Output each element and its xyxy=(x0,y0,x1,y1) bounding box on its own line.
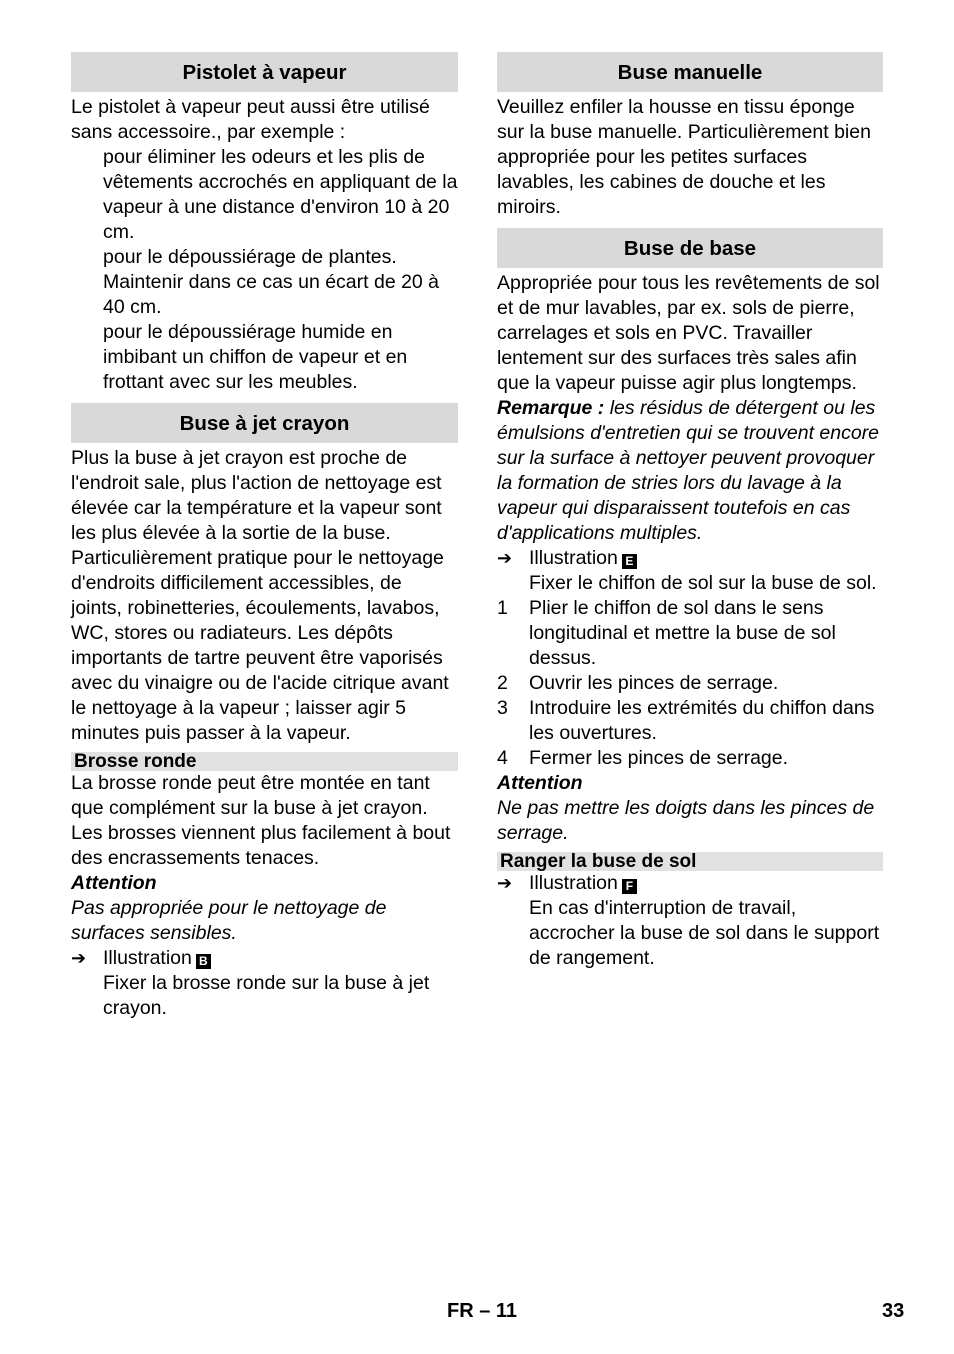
illustration-label: Illustration xyxy=(529,547,618,569)
illustration-ref xyxy=(497,871,883,896)
step-text: Plier le chiffon de sol dans le sens longitudinal et mettre la buse de sol dessus. xyxy=(529,597,836,669)
numbered-step xyxy=(497,596,883,671)
step-text: En cas d'interruption de travail, accrocher la buse de sol dans le support de rangement. xyxy=(529,897,880,969)
arrow-right-icon: ➔ xyxy=(71,948,87,968)
remark-label: Remarque : xyxy=(497,397,605,419)
step-text: Ouvrir les pinces de serrage. xyxy=(529,672,779,694)
right-column xyxy=(497,52,883,971)
arrow-right-icon: ➔ xyxy=(497,873,513,893)
step-text: Fixer le chiffon de sol sur la buse de sol. xyxy=(529,572,877,594)
step-item xyxy=(71,971,458,1021)
step-text: Fermer les pinces de serrage. xyxy=(529,747,789,769)
dash-bullet xyxy=(71,145,103,245)
illustration-ref xyxy=(497,546,883,571)
section-heading-buse-manuelle: Buse manuelle xyxy=(497,52,883,92)
dash-bullet xyxy=(71,245,103,320)
numbered-step xyxy=(497,671,883,696)
attention-label: Attention xyxy=(497,772,583,794)
section-heading-buse-de-base: Buse de base xyxy=(497,228,883,268)
illustration-badge: E xyxy=(622,554,637,569)
arrow-right-icon: ➔ xyxy=(497,548,513,568)
warning-text: Ne pas mettre les doigts dans les pinces de serrage. xyxy=(497,797,875,844)
brosse-ronde-body: La brosse ronde peut être montée en tant que complément sur la buse à jet crayon. Les brosses viennent plus facilement à bout des encrassements tenaces. xyxy=(71,772,451,869)
step-text: Introduire les extrémités du chiffon dans les ouvertures. xyxy=(529,697,875,744)
step-number: 4 xyxy=(497,747,508,769)
buse-jet-crayon-body: Plus la buse à jet crayon est proche de l'endroit sale, plus l'action de nettoyage est élevée car la température et la vapeur sont les plus élevée à la sortie de la buse. Particulièrement pratique pour le nettoyage d'endroits difficilement accessibles, de joints, robinetteries, écoulements, lavabos, WC, stores ou radiateurs. Les dépôts importants de tartre peuvent être vaporisés avec du vinaigre ou de l'acide citrique avant le nettoyage à la vapeur ; laisser agir 5 minutes puis passer à la vapeur. xyxy=(71,447,449,744)
list-item xyxy=(71,320,458,395)
remark-paragraph xyxy=(497,396,883,546)
attention-label: Attention xyxy=(71,872,157,894)
list-item-text: pour éliminer les odeurs et les plis de vêtements accrochés en appliquant de la vapeur à une distance d'environ 10 à 20 cm. xyxy=(103,146,458,243)
subheading-ranger-buse: Ranger la buse de sol xyxy=(497,852,883,871)
step-item xyxy=(497,896,883,971)
illustration-label: Illustration xyxy=(103,947,192,969)
list-item xyxy=(71,245,458,320)
list-item-text: pour le dépoussiérage humide en imbibant un chiffon de vapeur et en frottant avec sur les meubles. xyxy=(103,321,408,393)
numbered-step xyxy=(497,746,883,771)
pistolet-intro: Le pistolet à vapeur peut aussi être utilisé sans accessoire., par exemple : xyxy=(71,96,430,143)
buse-manuelle-body: Veuillez enfiler la housse en tissu éponge sur la buse manuelle. Particulièrement bien appropriée pour les petites surfaces lavables, les cabines de douche et les miroirs. xyxy=(497,96,871,218)
illustration-badge: B xyxy=(196,954,211,969)
subheading-brosse-ronde: Brosse ronde xyxy=(71,752,458,771)
list-item xyxy=(71,145,458,245)
section-heading-buse-jet-crayon: Buse à jet crayon xyxy=(71,403,458,443)
dash-bullet xyxy=(71,320,103,395)
warning-text: Pas appropriée pour le nettoyage de surfaces sensibles. xyxy=(71,897,387,944)
illustration-ref xyxy=(71,946,458,971)
section-heading-pistolet: Pistolet à vapeur xyxy=(71,52,458,92)
remark-text: les résidus de détergent ou les émulsions d'entretien qui se trouvent encore sur la surface à nettoyer peuvent provoquer la formation de stries lors du lavage à la vapeur qui disparaissent toutefois en cas d'applications multiples. xyxy=(497,397,880,544)
list-item-text: pour le dépoussiérage de plantes. Maintenir dans ce cas un écart de 20 à 40 cm. xyxy=(103,246,440,318)
page-number: 33 xyxy=(882,1300,905,1322)
step-number: 2 xyxy=(497,672,508,694)
illustration-badge: F xyxy=(622,879,637,894)
left-column xyxy=(71,52,458,1021)
step-text: Fixer la brosse ronde sur la buse à jet crayon. xyxy=(103,972,430,1019)
step-number: 3 xyxy=(497,697,508,719)
illustration-label: Illustration xyxy=(529,872,618,894)
step-item xyxy=(497,571,883,596)
buse-de-base-body: Appropriée pour tous les revêtements de sol et de mur lavables, par ex. sols de pierre, carrelages et sols en PVC. Travailler lentement sur des surfaces très sales afin que la vapeur puisse agir plus longtemps. xyxy=(497,272,880,394)
step-number: 1 xyxy=(497,597,508,619)
footer-section-label: FR – 11 xyxy=(447,1300,518,1322)
numbered-step xyxy=(497,696,883,746)
